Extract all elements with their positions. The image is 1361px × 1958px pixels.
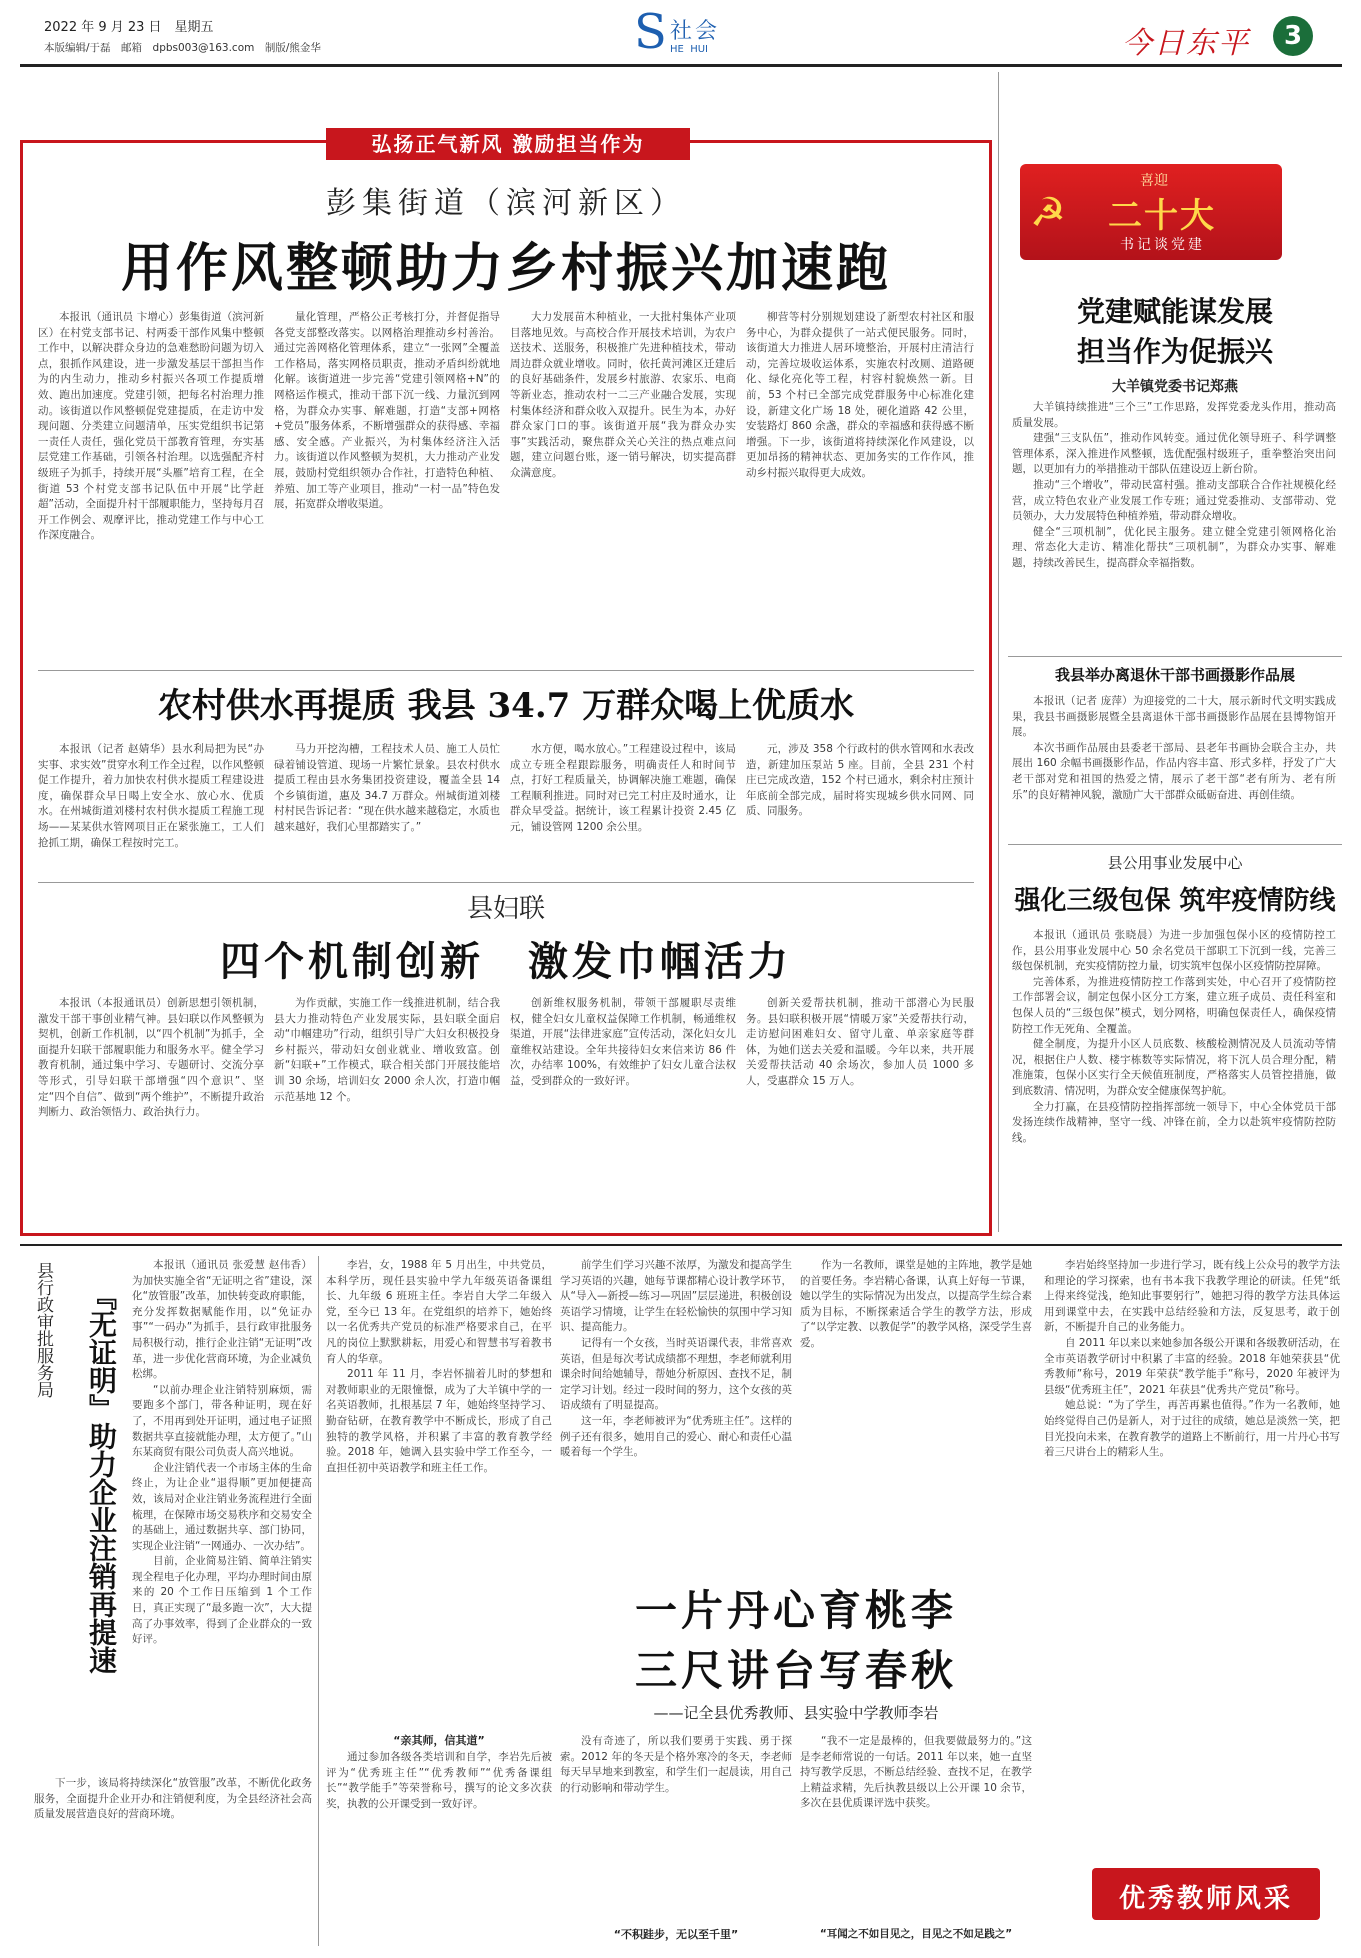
water-headline: 农村供水再提质 我县 34.7 万群众喝上优质水 bbox=[157, 686, 855, 726]
cert-headline: 『无证明』助力企业注销再提速 bbox=[85, 1282, 118, 1674]
date-line: 2022 年 9 月 23 日 星期五 bbox=[44, 20, 214, 35]
lead-col-3: 大力发展苗木种植业，一大批村集体产业项目落地见效。与高校合作开展技术培训，为农户送技术、送服务，积极推广先进种植技术，带动周边群众就业增收。同时，依托黄河滩区迁建后的良好基础条件，发展乡村旅游、农家乐、电商等新业态，推动农村一二三产业融合发展，实现村集体经济和群众收入双提升。民生为本，办好群众家门口的事。该街道开展“我为群众办实事”实践活动，聚焦群众关心关注的热点难点问题，建立问题台账，逐一销号解决，切实提高群众满意度。 bbox=[510, 311, 736, 479]
lead-col-2: 量化管理，严格公正考核打分，并督促指导各党支部整改落实。以网格治理推动乡村善治。通过完善网格化管理体系，建立“一张网”全覆盖工作格局，落实网格员职责，推动矛盾纠纷就地化解。该街道进一步完善“党建引领网格+N”的网格运作模式，推动干部下沉一线、力量沉到网格，为群众办实事、解难题，打造“支部+网格+党员”服务体系，不断增强群众的获得感、幸福感、安全感。产业振兴，为村集体经济注入活力。该街道以作风整顿为契机，大力推动产业发展，鼓励村党组织领办合作社，打造特色种植、养殖、加工等产业项目，推动“一村一品”特色发展，拓宽群众增收渠道。 bbox=[274, 311, 500, 511]
exhibit-body: 本报讯（记者 庞萍）为迎接党的二十大，展示新时代文明实践成果，我县书画摄影展暨全县离退休干部书画摄影作品展在县博物馆开展。 本次书画作品展由县委老干部局、县老年书画协会联合主办，共展出 160 余幅书画摄影作品，作品内容丰富、形式多样，抒发了广大老干部对党和祖国的热爱之情，展示了老干部“老有所为、老有所乐”的良好精神风貌，激励广大干部群众砥砺奋进、再创佳绩。 bbox=[1012, 695, 1336, 801]
party-logo bbox=[1020, 164, 1282, 260]
teacher-tag bbox=[1092, 1868, 1320, 1920]
teacher-col-2b: 没有奇迹了，所以我们要勇于实践、勇于探索。2012 年的冬天是个格外寒冷的冬天，李老师每天早早地来到教室，和学生们一起晨读，用自己的行动影响和带动学生。 bbox=[560, 1735, 792, 1794]
logo-top: 喜迎 bbox=[1140, 173, 1168, 189]
teacher-title-2: 三尺讲台写春秋 bbox=[634, 1646, 957, 1695]
teacher-sub-c: “耳闻之不如目见之，目见之不如足践之” bbox=[819, 1928, 1013, 1940]
teacher-col-1b: 通过参加各级各类培训和自学，李岩先后被评为“优秀班主任”“优秀教师”“优秀备课组长”“教学能手”等荣誉称号，撰写的论文多次获奖，执教的公开课受到一致好评。 bbox=[326, 1751, 552, 1810]
teacher-col-3b: “我不一定是最棒的，但我要做最努力的。”这是李老师常说的一句话。2011 年以来，她一直坚持写教学反思，不断总结经验、查找不足，在教学上精益求精，先后执教县级以上公开课 10 余节，多次在县优质课评选中获奖。 bbox=[800, 1735, 1032, 1810]
water-col-1: 本报讯（记者 赵婧华）县水利局把为民“办实事、求实效”贯穿水利工作全过程，以作风整顿促工作提升，着力加快农村供水提质工程建设进度，确保群众早日喝上安全水、放心水、优质水。在州城街道刘楼村农村供水提质工程施工现场——某某供水管网项目正在紧张施工，工人们抢抓工期，确保工程按时完工。 bbox=[38, 743, 264, 849]
divider bbox=[1008, 844, 1342, 845]
women-kicker: 县妇联 bbox=[466, 894, 545, 924]
logo-bottom: 书记谈党建 bbox=[1120, 237, 1205, 253]
section-pinyin: HE HUI bbox=[670, 44, 708, 55]
teacher-subtitle: ——记全县优秀教师、县实验中学教师李岩 bbox=[653, 1704, 939, 1722]
women-col-1: 本报讯（本报通讯员）创新思想引领机制，激发干部干事创业精气神。县妇联以作风整顿为契机，创新工作机制，以“四个机制”为抓手，全面提升妇联干部履职能力和服务水平。健全学习教育机制，通过集中学习、专题研讨、交流分享等形式，引导妇联干部增强“四个意识”、坚定“四个自信”、做到“两个维护”，不断提升政治判断力、政治领悟力、政治执行力。 bbox=[38, 997, 264, 1119]
teacher-sub-a: “亲其师，信其道” bbox=[393, 1734, 485, 1747]
cert-kicker: 县行政审批服务局 bbox=[33, 1262, 53, 1398]
section-rule bbox=[20, 1244, 1342, 1246]
party-title-2: 担当作为促振兴 bbox=[1076, 335, 1273, 368]
teacher-col-3: 作为一名教师，课堂是她的主阵地，教学是她的首要任务。李岩精心备课，认真上好每一节课，她以学生的实际情况为出发点，以提高学生综合素质为目标，不断探索适合学生的教学方法，形成了“以学定教、以教促学”的教学风格，深受学生喜爱。 bbox=[800, 1259, 1032, 1349]
health-headline: 强化三级包保 筑牢疫情防线 bbox=[1014, 886, 1336, 916]
teacher-col-1: 李岩，女，1988 年 5 月出生，中共党员，本科学历，现任县实验中学九年级英语备课组长、九年级 6 班班主任。李岩自大学二年级入党，至今已 13 年。在党组织的培养下，她始终以一名优秀共产党员的标准严格要求自己，在平凡的岗位上默默耕耘，用爱心和智慧书写着教书育人的华章。 2011 年 11 月，李岩怀揣着儿时的梦想和对教师职业的无限憧憬，成为了大羊镇中学的一名英语教师，扎根基层 7 年，她始终坚持学习、勤奋钻研，在教育教学中不断成长，形成了自己独特的教学风格，并积累了丰富的教育教学经验。2018 年，她调入县实验中学工作至今，一直担任初中英语教学和班主任工作。 bbox=[326, 1259, 552, 1474]
lead-col-4: 柳营等村分别规划建设了新型农村社区和服务中心，为群众提供了一站式便民服务。同时，该街道大力推进人居环境整治，开展村庄清洁行动，完善垃圾收运体系，实施农村改厕、道路硬化、绿化亮化等工程，村容村貌焕然一新。目前，53 个村已全部完成党群服务中心标准化建设，新建文化广场 18 处，硬化道路 42 公里，安装路灯 860 余盏，群众的幸福感和获得感不断增强。下一步，该街道将持续深化作风建设，以更加昂扬的精神状态、更加务实的工作作风，推动乡村振兴取得更大成效。 bbox=[746, 311, 974, 479]
party-title-1: 党建赋能谋发展 bbox=[1076, 295, 1273, 328]
health-body: 本报讯（通讯员 张晓晨）为进一步加强包保小区的疫情防控工作，县公用事业发展中心 50 余名党员干部职工下沉到一线，完善三级包保机制，充实疫情防控力量，切实筑牢包保小区疫情防控屏障。 完善体系，为推进疫情防控工作落到实处，中心召开了疫情防控工作部署会议，制定包保小区分工方案，建立班子成员、责任科室和包保人员的“三级包保”模式，划分网格，明确包保责任人，确保疫情防控工作无死角、全覆盖。 健全制度，为提升小区人员底数、核酸检测情况及人员流动等情况，根据住户人数、楼宇栋数等实际情况，将下沉人员合理分配，精准施策，包保小区实行全天候值班制度，严格落实人员管控措施，做到底数清、情况明，为群众安全健康保驾护航。 全力打赢，在县疫情防控指挥部统一领导下，中心全体党员干部发扬连续作战精神，坚守一线、冲锋在前，全力以赴筑牢疫情防控防线。 bbox=[1012, 929, 1336, 1144]
tag-label: 优秀教师风采 bbox=[1118, 1884, 1293, 1914]
party-byline: 大羊镇党委书记郑燕 bbox=[1112, 379, 1238, 395]
lead-col-1: 本报讯（通讯员 卞增心）彭集街道（滨河新区）在村党支部书记、村两委干部作风集中整顿工作中，以解决群众身边的急难愁盼问题为切入点，狠抓作风建设，进一步激发基层干部担当作为的内生动力，推动乡村振兴各项工作提质增效、跑出加速度。党建引领，把每名村治理力推动。该街道以作风整顿促党建提质，在走访中发现问题、分类建立问题清单，压实党组织书记第一责任人责任，强化党员干部教育管理，夯实基层党建工作基础，引领各村治理。以选强配齐村级班子为抓手，持续开展“头雁”培育工程，在全街道 53 个村党支部书记队伍中开展“比学赶超”活动，全面提升村干部履职能力，坚持每月召开工作例会、观摩评比，推动党建工作与中心工作深度融合。 bbox=[38, 311, 264, 542]
teacher-sub-b: “不积跬步，无以至千里” bbox=[613, 1928, 739, 1941]
logo-big: 二十大 bbox=[1108, 196, 1216, 236]
teacher-title-1: 一片丹心育桃李 bbox=[634, 1586, 957, 1635]
water-col-3: 水方便，喝水放心。”工程建设过程中，该局成立专班全程跟踪服务，明确责任人和时间节点，打好工程质量关，协调解决施工难题，确保工程顺利推进。同时对已完工村庄及时通水，让群众早受益。据统计，该工程累计投资 2.45 亿元，铺设管网 1200 余公里。 bbox=[510, 743, 736, 833]
section-cn: 社会 bbox=[670, 19, 721, 44]
section-letter: S bbox=[634, 4, 667, 60]
hammer-sickle-icon: ☭ bbox=[1030, 190, 1066, 236]
masthead-logo: 今日东平 bbox=[1122, 26, 1250, 61]
divider bbox=[38, 882, 974, 883]
party-body: 大羊镇持续推进“三个三”工作思路，发挥党委龙头作用，推动高质量发展。 建强“三支队伍”，推动作风转变。通过优化领导班子、科学调整管理体系，深入推进作风整顿，选优配强村级班子，重拳整治突出问题，以更加有力的举措推动干部队伍建设迈上新台阶。 推动“三个增收”，带动民富村强。推动支部联合合作社规模化经营，成立特色农业产业发展工作专班；通过党委推动、支部带动、党员领办，大力发展特色种植养殖，带动群众增收。 健全“三项机制”，优化民主服务。建立健全党建引领网格化治理、常态化大走访、精准化帮扶“三项机制”，为群众办实事、解难题，持续改善民生，提高群众幸福指数。 bbox=[1012, 401, 1336, 569]
cert-body-bottom: 下一步，该局将持续深化“放管服”改革，不断优化政务服务，全面提升企业开办和注销便利度，为全县经济社会高质量发展营造良好的营商环境。 bbox=[34, 1777, 312, 1821]
header-rule bbox=[20, 64, 1342, 67]
women-col-3: 创新维权服务机制，带领干部履职尽责维权，健全妇女儿童权益保障工作机制，畅通维权渠道，开展“法律进家庭”宣传活动，深化妇女儿童维权站建设。全年共接待妇女来信来访 86 件次，办结率 100%，有效维护了妇女儿童合法权益，受到群众的一致好评。 bbox=[510, 997, 736, 1087]
page-number: 3 bbox=[1273, 16, 1313, 56]
women-col-2: 为作贡献，实施工作一线推进机制，结合我县大力推动特色产业发展实际，县妇联全面启动“巾帼建功”行动，组织引导广大妇女积极投身乡村振兴，带动妇女创业就业、增收致富。创新“妇联+”工作模式，联合相关部门开展技能培训 30 余场，培训妇女 2000 余人次，打造巾帼示范基地 12 个。 bbox=[274, 997, 500, 1103]
section-logo bbox=[634, 4, 734, 60]
column-rule bbox=[318, 1256, 319, 1946]
health-kicker: 县公用事业发展中心 bbox=[1107, 854, 1243, 872]
teacher-col-2: 前学生们学习兴趣不浓厚，为激发和提高学生学习英语的兴趣，她每节课都精心设计教学环节，从“导入—新授—练习—巩固”层层递进，积极创设英语学习情境，让学生在轻松愉快的氛围中学习知识、提高能力。 记得有一个女孩，当时英语课代表，非常喜欢英语，但是每次考试成绩都不理想，李老师就利用课余时间给她辅导，帮她分析原因、查找不足，制定学习计划。经过一段时间的努力，这个女孩的英语成绩有了明显提高。 这一年，李老师被评为“优秀班主任”。这样的例子还有很多，她用自己的爱心、耐心和责任心温暖着每一个学生。 bbox=[560, 1259, 792, 1459]
divider bbox=[1008, 656, 1342, 657]
cert-body-top: 本报讯（通讯员 张爱慧 赵伟香）为加快实施全省“无证明之省”建设，深化“放管服”改革，加快转变政府职能，充分发挥数据赋能作用，以“免证办事”“一码办”为抓手，县行政审批服务局积极行动，推行企业注销“无证明”改革，进一步优化营商环境，为企业减负松绑。 “以前办理企业注销特别麻烦，需要跑多个部门，带各种证明，现在好了，不用再到处开证明，通过电子证照数据共享直接就能办理，太方便了。”山东某商贸有限公司负责人高兴地说。 企业注销代表一个市场主体的生命终止，为让企业“退得顺”更加便捷高效，该局对企业注销业务流程进行全面梳理，在保障市场交易秩序和交易安全的基础上，通过数据共享、部门协同，实现企业注销“一网通办、一次办结”。 目前，企业简易注销、简单注销实现全程电子化办理，平均办理时间由原来的 20 个工作日压缩到 1 个工作日，真正实现了“最多跑一次”，大大提高了办事效率，得到了企业群众的一致好评。 bbox=[132, 1259, 312, 1646]
water-col-2: 马力开挖沟槽，工程技术人员、施工人员忙碌着铺设管道、现场一片繁忙景象。县农村供水提质工程由县水务集团投资建设，覆盖全县 14 个乡镇街道，惠及 34.7 万群众。州城街道刘楼村村民告诉记者：“现在供水越来越稳定，水质也越来越好，我们心里都踏实了。” bbox=[274, 743, 500, 833]
lead-kicker: 彭集街道（滨河新区） bbox=[326, 186, 686, 221]
women-col-4: 创新关爱帮扶机制，推动干部潜心为民服务。县妇联积极开展“情暖万家”关爱帮扶行动，走访慰问困难妇女、留守儿童、单亲家庭等群体，为她们送去关爱和温暖。今年以来，共开展关爱帮扶活动 40 余场次，参加人员 1000 多人，受惠群众 15 万人。 bbox=[746, 997, 974, 1087]
editor-line: 本版编辑/于磊 邮箱 dpbs003@163.com 制版/熊金华 bbox=[44, 42, 321, 54]
women-headline: 四个机制创新 激发巾帼活力 bbox=[220, 939, 792, 985]
lead-headline: 用作风整顿助力乡村振兴加速跑 bbox=[120, 239, 891, 299]
divider bbox=[38, 670, 974, 671]
water-col-4: 元，涉及 358 个行政村的供水管网和水表改造，新建加压泵站 5 座。目前，全县 231 个村庄已完成改造，152 个村已通水，剩余村庄预计年底前全部完成，届时将实现城乡供水同网、同质、同服务。 bbox=[746, 743, 974, 818]
column-rule bbox=[998, 72, 999, 1232]
exhibit-headline: 我县举办离退休干部书画摄影作品展 bbox=[1054, 666, 1295, 684]
teacher-col-4: 李岩始终坚持加一步进行学习，既有线上公众号的教学方法和理论的学习探索，也有书本我下我教学理论的研读。任凭“纸上得来终觉浅，绝知此事要躬行”，她把习得的教学方法具体运用到课堂中去，在实践中总结经验和方法，反复思考，敢于创新，不断提升自己的业务能力。 自 2011 年以来以来她参加各级公开课和各级教研活动，在全市英语教学研讨中积累了丰富的经验。2018 年她荣获县“优秀教师”称号，2019 年荣获“教学能手”称号，2020 年被评为县级“优秀班主任”，2021 年获县“优秀共产党员”称号。 她总说：“为了学生，再苦再累也值得。”作为一名教师，她始终觉得自己仍是新人，对于过往的成绩，她总是淡然一笑，把目光投向未来，在教育教学的道路上不断前行，用一片丹心书写着三尺讲台上的精彩人生。 bbox=[1044, 1259, 1340, 1459]
banner: 弘扬正气新风 激励担当作为 bbox=[326, 128, 690, 160]
